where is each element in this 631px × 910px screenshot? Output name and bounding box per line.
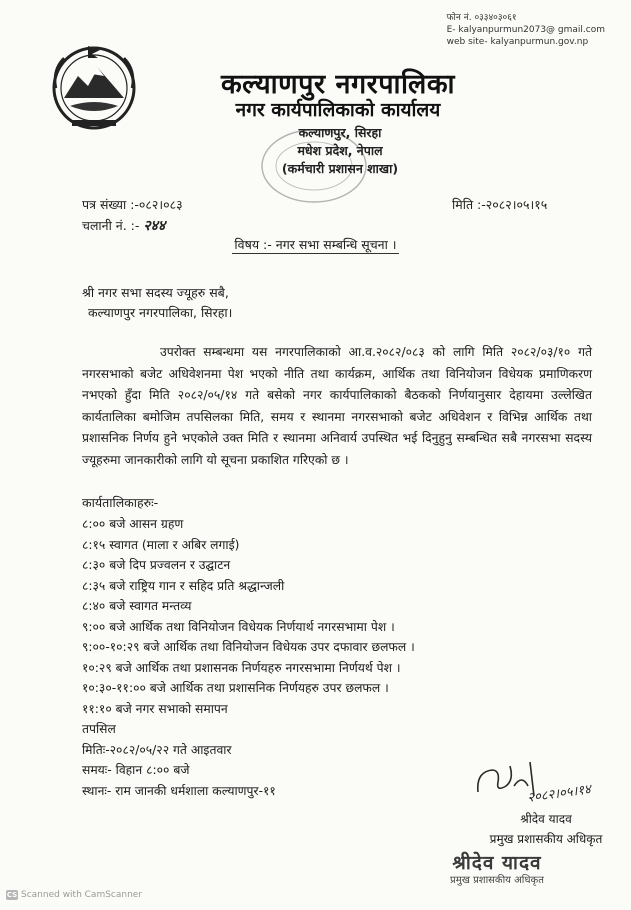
scanner-watermark <box>6 890 142 900</box>
email-address: E- kalyanpurmun2073@ gmail.com <box>446 25 605 35</box>
phone-number: फोन नं. ०३३४०३०६१ <box>446 13 517 23</box>
addressee-line-1: श्री नगर सभा सदस्य ज्यूहरु सबै, <box>82 285 229 300</box>
addressee-line-2: कल्याणपुर नगरपालिका, सिरहा। <box>88 305 233 320</box>
dispatch-label: चलानी नं. :- <box>82 218 144 233</box>
subject-text: विषय :- नगर सभा सम्बन्धि सूचना । <box>234 237 397 252</box>
tapsil-time: समयः- विहान ८:०० बजे <box>82 763 190 777</box>
signature-date: २०८२।०५।१४ <box>526 782 592 806</box>
letter-number: पत्र संख्या :-०८२।०८३ <box>82 197 183 212</box>
tapsil-date: मितिः-२०८२/०५/२२ गते आइतवार <box>82 742 232 757</box>
handwritten-signature-icon <box>470 752 620 810</box>
schedule-item: ११:१० बजे नगर सभाको समापन <box>82 701 228 716</box>
schedule-item: ९:००-१०:२९ बजे आर्थिक तथा विनियोजन विधेयक उपर दफावार छलफल । <box>82 640 415 654</box>
dispatch-value: २४४ <box>143 218 166 234</box>
name-stamp-designation: प्रमुख प्रशासकीय अधिकृत <box>450 875 544 886</box>
signer-designation: प्रमुख प्रशासकीय अधिकृत <box>489 832 603 846</box>
subject-line <box>0 236 631 253</box>
schedule-item: ९:०० बजे आर्थिक तथा विनियोजन विधेयक निर्णयार्थ नगरसभामा पेश । <box>82 619 395 634</box>
schedule-item: ८:०० बजे आसन ग्रहण <box>82 517 184 531</box>
tapsil-place: स्थानः- राम जानकी धर्मशाला कल्याणपुर-११ <box>82 783 276 798</box>
signer-name: श्रीदेव यादव <box>520 812 572 826</box>
contact-block <box>447 12 605 48</box>
schedule-item: ८:४० बजे स्वागत मन्तव्य <box>82 599 192 613</box>
schedule-item: १०:३०-११:०० बजे आर्थिक तथा प्रशासनिक निर्णयहरु उपर छलफल । <box>82 681 389 695</box>
schedule-item: ८:३० बजे दिप प्रज्वलन र उद्घाटन <box>82 558 231 572</box>
address-line-1: कल्याणपुर, सिरहा <box>298 125 382 140</box>
address-line-2: मधेश प्रदेश, नेपाल <box>297 143 383 158</box>
schedule-item: ८:३५ बजे राष्ट्रिय गान र सहिद प्रति श्रद्धान्जली <box>82 578 285 593</box>
dispatch-number <box>82 216 165 235</box>
scanner-text: Scanned with CamScanner <box>21 890 143 900</box>
schedule-item: १०:२९ बजे आर्थिक तथा प्रशासनक निर्णयहरु नगरसभामा निर्णयर्थ पेश । <box>82 660 401 675</box>
schedule-item: ८:१५ स्वागत (माला र अबिर लगाई) <box>82 537 240 552</box>
name-stamp <box>422 852 572 892</box>
camscanner-logo-icon: CS <box>6 891 18 899</box>
name-stamp-name: श्रीदेव यादव <box>452 852 542 874</box>
section-name: (कर्मचारी प्रशासन शाखा) <box>281 161 399 176</box>
body-paragraph: उपरोक्त सम्बन्धमा यस नगरपालिकाको आ.व.२०८२/०८३ को लागि मिति २०८२/०३/१० गते नगरसभाको बजेट अधिवेशनमा पेश भएको नीति तथा कार्यक्रम, आर्थिक तथा विनियोजन विधेयक प्रमाणिकरण नभएको हुँदा मिति २०८२/०५/१४ गते बसेको नगर कार्यपालिकाको बैठकको निर्णयानुसार देहायमा उल्लेखित कार्यतालिका बमोजिम तपसिलका मिति, समय र स्थानमा नगरसभाको बजेट अधिवेशन र विभिन्न आर्थिक तथा प्रशासनिक निर्णय हुने भएकोले उक्त मिति र स्थानमा अनिवार्य उपस्थित भई दिनुहुनु सम्बन्धित सबै नगरसभा सदस्य ज्यूहरुमा जानकारीको लागि यो सूचना प्रकाशित गरिएको छ । <box>82 345 592 467</box>
schedule-title: कार्यतालिकाहरुः- <box>82 495 159 510</box>
tapsil-label: तपसिल <box>82 722 116 736</box>
letter-date: मिति :-२०८२।०५।१५ <box>452 197 548 212</box>
office-name: कल्याणपुर नगरपालिका <box>220 69 456 100</box>
municipality-emblem-icon <box>40 40 148 132</box>
schedule-list <box>82 514 415 801</box>
office-subtitle: नगर कार्यपालिकाको कार्यालय <box>235 99 441 121</box>
website: web site- kalyanpurmun.gov.np <box>446 37 589 47</box>
